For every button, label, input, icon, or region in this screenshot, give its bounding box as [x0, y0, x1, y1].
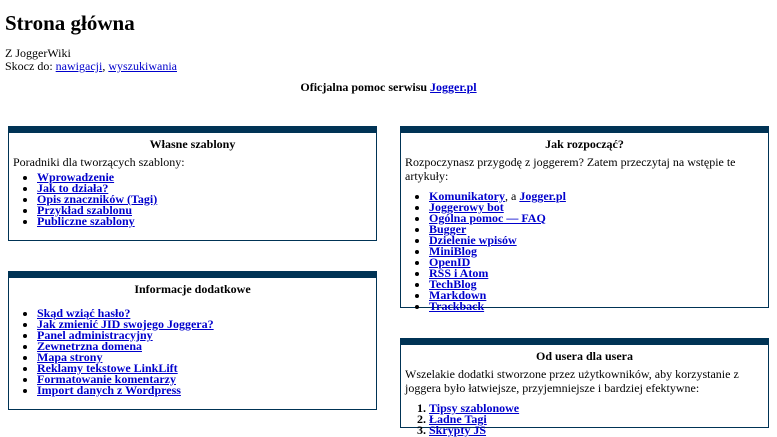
list-item — [429, 246, 768, 257]
link-panel-administracyjny[interactable]: Panel administracyjny — [37, 328, 153, 342]
link-faq[interactable]: Ogólna pomoc — FAQ — [429, 211, 546, 225]
jogger-link[interactable]: Jogger.pl — [430, 80, 477, 94]
intro-text: Oficjalna pomoc serwisu — [300, 80, 428, 94]
skip-to-search-link[interactable]: wyszukiwania — [108, 59, 177, 73]
getting-started-box — [400, 126, 769, 313]
list-item — [429, 235, 768, 246]
additional-info-box — [8, 271, 377, 410]
skip-separator: , — [102, 59, 106, 73]
custom-templates-list — [9, 172, 376, 227]
link-mapa-strony[interactable]: Mapa strony — [37, 350, 103, 364]
skip-prefix: Skocz do: — [5, 59, 53, 73]
box-description: Poradniki dla tworzących szablony: — [13, 155, 185, 169]
link-rss-atom[interactable]: RSS i Atom — [429, 266, 489, 280]
link-techblog[interactable]: TechBlog — [429, 277, 477, 291]
box-heading: Jak rozpocząć? — [545, 137, 624, 151]
from-users-list — [401, 403, 768, 436]
link-wprowadzenie[interactable]: Wprowadzenie — [37, 170, 115, 184]
list-item — [429, 301, 768, 312]
from-line: Z JoggerWiki — [5, 46, 71, 60]
link-dzielenie-wpisow[interactable]: Dzielenie wpisów — [429, 233, 517, 247]
link-opis-znacznikow[interactable]: Opis znaczników (Tagi) — [37, 192, 158, 206]
link-trackback[interactable]: Trackback — [429, 299, 485, 313]
link-publiczne-szablony[interactable]: Publiczne szablony — [37, 214, 135, 228]
box-description: Wszelakie dodatki stworzone przez użytkowników, aby korzystanie z joggera było łatwiejsze, przyjemniejsze i bardziej efektywne: — [405, 367, 739, 395]
from-users-box — [400, 338, 769, 437]
page-title: Strona główna — [5, 11, 135, 35]
link-joggerowy-bot[interactable]: Joggerowy bot — [429, 200, 504, 214]
link-komunikatory[interactable]: Komunikatory — [429, 189, 506, 203]
link-skrypty-js[interactable]: Skrypty JS — [429, 423, 487, 437]
skip-links — [5, 60, 177, 73]
list-item — [429, 213, 768, 224]
list-item — [429, 425, 768, 436]
link-openid[interactable]: OpenID — [429, 255, 471, 269]
list-item — [37, 385, 376, 396]
link-jak-zmienic-jid[interactable]: Jak zmienić JID swojego Joggera? — [37, 317, 214, 331]
link-miniblog[interactable]: MiniBlog — [429, 244, 478, 258]
link-bugger[interactable]: Bugger — [429, 222, 467, 236]
list-item — [37, 216, 376, 227]
link-formatowanie-komentarzy[interactable]: Formatowanie komentarzy — [37, 372, 176, 386]
intro-line — [0, 80, 777, 95]
box-heading: Od usera dla usera — [535, 349, 633, 363]
link-zewnetrzna-domena[interactable]: Zewnetrzna domena — [37, 339, 142, 353]
box-description: Rozpoczynasz przygodę z joggerem? Zatem przeczytaj na wstępie te artykuły: — [405, 155, 736, 183]
custom-templates-box — [8, 126, 377, 241]
getting-started-list — [401, 191, 768, 312]
link-jogger-pl[interactable]: Jogger.pl — [519, 189, 566, 203]
link-reklamy-linklift[interactable]: Reklamy tekstowe LinkLift — [37, 361, 178, 375]
list-item — [429, 268, 768, 279]
link-skad-wziac-haslo[interactable]: Skąd wziąć hasło? — [37, 306, 131, 320]
additional-info-list — [9, 308, 376, 396]
link-tipsy-szablonowe[interactable]: Tipsy szablonowe — [429, 401, 520, 415]
link-jak-to-dziala[interactable]: Jak to działa? — [37, 181, 109, 195]
skip-to-navigation-link[interactable]: nawigacji — [55, 59, 103, 73]
link-import-wordpress[interactable]: Import danych z Wordpress — [37, 383, 181, 397]
box-heading: Informacje dodatkowe — [134, 282, 251, 296]
link-markdown[interactable]: Markdown — [429, 288, 487, 302]
page-subheader — [5, 47, 177, 73]
box-heading: Własne szablony — [149, 137, 236, 151]
link-przyklad-szablonu[interactable]: Przykład szablonu — [37, 203, 133, 217]
item-separator: , a — [505, 189, 517, 203]
link-ladne-tagi[interactable]: Ładne Tagi — [429, 412, 487, 426]
